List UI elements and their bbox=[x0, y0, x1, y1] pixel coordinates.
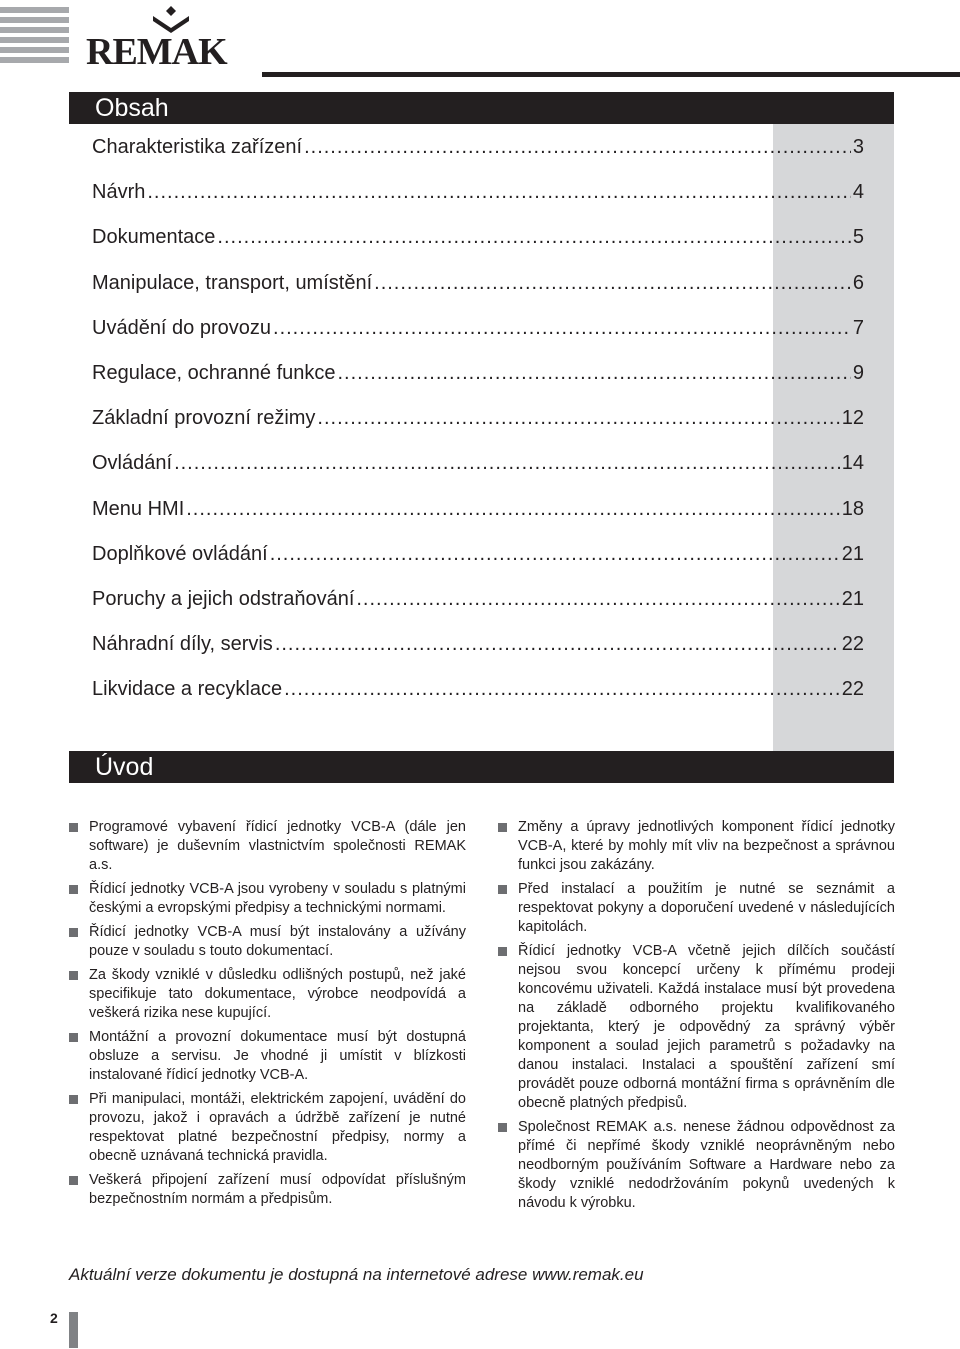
toc-entry-title: Regulace, ochranné funkce bbox=[92, 361, 336, 384]
intro-item-text: Změny a úpravy jednotlivých komponent řídicí jednotky VCB-A, které by mohly mít vliv na bezpečnost a správnou funkci jsou zakázány. bbox=[518, 819, 895, 873]
intro-list-item bbox=[69, 923, 466, 961]
intro-list-item bbox=[498, 1118, 895, 1213]
toc-entry-page: 5 bbox=[852, 226, 864, 249]
toc-entry[interactable] bbox=[92, 588, 864, 633]
toc-leader-dots bbox=[284, 678, 840, 701]
toc-entry[interactable] bbox=[92, 181, 864, 226]
toc-leader-dots bbox=[338, 362, 851, 385]
toc-entry-title: Návrh bbox=[92, 181, 146, 204]
intro-list-item bbox=[69, 818, 466, 875]
toc-entry-page: 22 bbox=[841, 633, 864, 656]
toc-entry-title: Uvádění do provozu bbox=[92, 316, 272, 339]
intro-item-text: Programové vybavení řídicí jednotky VCB-A (dále jen software) je duševním vlastnictvím společnosti REMAK a.s. bbox=[89, 819, 466, 873]
toc-entry-page: 14 bbox=[841, 452, 864, 475]
intro-list-item bbox=[69, 880, 466, 918]
square-bullet-icon bbox=[69, 928, 78, 937]
toc-entry-page: 18 bbox=[841, 497, 864, 520]
square-bullet-icon bbox=[69, 1095, 78, 1104]
intro-item-text: Při manipulaci, montáži, elektrickém zapojení, uvádění do provozu, jakož i opravách a údržbě zařízení je nutné respektovat platné bezpečnostní předpisy, normy a obecně uznávaná technická pravidla. bbox=[89, 1091, 466, 1164]
toc-entry-page: 22 bbox=[841, 678, 864, 701]
toc-leader-dots bbox=[270, 543, 840, 566]
header-stripes bbox=[0, 7, 69, 67]
toc-leader-dots bbox=[304, 136, 851, 159]
toc-leader-dots bbox=[317, 407, 839, 430]
toc-entry[interactable] bbox=[92, 136, 864, 181]
intro-list-item bbox=[69, 1171, 466, 1209]
square-bullet-icon bbox=[498, 885, 507, 894]
toc-leader-dots bbox=[275, 633, 840, 656]
toc-leader-dots bbox=[273, 317, 851, 340]
toc-entry[interactable] bbox=[92, 317, 864, 362]
toc-entry[interactable] bbox=[92, 452, 864, 497]
toc-entry-page: 4 bbox=[852, 181, 864, 204]
toc-entry-page: 9 bbox=[852, 361, 864, 384]
toc-entry-page: 12 bbox=[841, 407, 864, 430]
intro-item-text: Řídicí jednotky VCB-A včetně jejich dílčích součástí nejsou svou koncepcí určeny k přímému prodeji koncovému uživateli. Každá instalace musí být provedena na základě odborného projektu kvalifikovaného projektanta, který je odpovědný za správný výběr komponent a soulad jejich parametrů s požadavky na danou instalaci. Instalaci a spouštění zařízení smí provádět pouze odborná montážní firma s oprávněním dle obecně platných předpisů. bbox=[518, 943, 895, 1111]
header-rule bbox=[262, 72, 960, 77]
toc-entry-page: 21 bbox=[841, 587, 864, 610]
toc-entry[interactable] bbox=[92, 678, 864, 723]
square-bullet-icon bbox=[69, 885, 78, 894]
toc-entry-title: Menu HMI bbox=[92, 497, 185, 520]
toc-entry-title: Dokumentace bbox=[92, 226, 216, 249]
intro-list-item bbox=[69, 1090, 466, 1166]
toc-entry[interactable] bbox=[92, 362, 864, 407]
square-bullet-icon bbox=[498, 1123, 507, 1132]
table-of-contents bbox=[92, 136, 864, 723]
toc-entry-page: 21 bbox=[841, 542, 864, 565]
footer-note: Aktuální verze dokumentu je dostupná na internetové adrese www.remak.eu bbox=[69, 1265, 644, 1284]
square-bullet-icon bbox=[69, 1033, 78, 1042]
toc-entry-title: Charakteristika zařízení bbox=[92, 136, 303, 158]
toc-leader-dots bbox=[217, 226, 850, 249]
intro-item-text: Řídicí jednotky VCB-A musí být instalovány a užívány pouze v souladu s touto dokumentací. bbox=[89, 924, 466, 959]
intro-item-text: Řídicí jednotky VCB-A jsou vyrobeny v souladu s platnými českými a evropskými předpisy a technickými normami. bbox=[89, 881, 466, 916]
toc-entry-title: Ovládání bbox=[92, 452, 173, 475]
square-bullet-icon bbox=[498, 823, 507, 832]
toc-entry-page: 7 bbox=[852, 316, 864, 339]
intro-item-text: Společnost REMAK a.s. nenese žádnou odpovědnost za přímé či nepřímé škody vzniklé neoprávněným nebo neodborným používáním Software a Hardware nebo za škody vzniklé nedodržováním pokynů uvedených k návodu k výrobku. bbox=[518, 1119, 895, 1211]
intro-item-text: Před instalací a použitím je nutné se seznámit a respektovat pokyny a doporučení uvedené v následujících kapitolách. bbox=[518, 881, 895, 935]
toc-entry-title: Likvidace a recyklace bbox=[92, 678, 283, 701]
toc-entry-title: Doplňkové ovládání bbox=[92, 542, 268, 565]
remak-logo: REMAK bbox=[86, 31, 227, 73]
intro-item-text: Montážní a provozní dokumentace musí být dostupná obsluze a servisu. Je vhodné ji umístit v blízkosti instalované řídicí jednotky VCB-A. bbox=[89, 1029, 466, 1083]
square-bullet-icon bbox=[69, 1176, 78, 1185]
toc-leader-dots bbox=[174, 452, 840, 475]
toc-entry-title: Poruchy a jejich odstraňování bbox=[92, 587, 355, 610]
page-number: 2 bbox=[50, 1310, 58, 1326]
intro-heading: Úvod bbox=[69, 751, 894, 783]
square-bullet-icon bbox=[498, 947, 507, 956]
intro-list-item bbox=[69, 966, 466, 1023]
toc-entry[interactable] bbox=[92, 633, 864, 678]
toc-leader-dots bbox=[374, 272, 851, 295]
square-bullet-icon bbox=[69, 971, 78, 980]
intro-list-item bbox=[69, 1028, 466, 1085]
intro-list-item bbox=[498, 880, 895, 937]
toc-entry-page: 3 bbox=[852, 136, 864, 158]
toc-heading: Obsah bbox=[69, 92, 894, 124]
toc-entry[interactable] bbox=[92, 407, 864, 452]
toc-entry-page: 6 bbox=[852, 271, 864, 294]
intro-left-column bbox=[69, 818, 466, 1214]
intro-list-item bbox=[498, 942, 895, 1113]
page-marker bbox=[69, 1312, 78, 1348]
toc-leader-dots bbox=[186, 498, 840, 521]
toc-leader-dots bbox=[356, 588, 839, 611]
intro-right-column bbox=[498, 818, 895, 1218]
toc-leader-dots bbox=[147, 181, 851, 204]
intro-list-item bbox=[498, 818, 895, 875]
toc-entry-title: Základní provozní režimy bbox=[92, 407, 316, 430]
toc-entry[interactable] bbox=[92, 272, 864, 317]
toc-entry[interactable] bbox=[92, 498, 864, 543]
square-bullet-icon bbox=[69, 823, 78, 832]
intro-item-text: Veškerá připojení zařízení musí odpovídat příslušným bezpečnostním normám a předpisům. bbox=[89, 1172, 466, 1207]
toc-entry-title: Manipulace, transport, umístění bbox=[92, 271, 373, 294]
toc-entry[interactable] bbox=[92, 226, 864, 271]
intro-item-text: Za škody vzniklé v důsledku odlišných postupů, než jaké specifikuje tato dokumentace, výrobce neodpovídá a veškerá rizika nese kupující. bbox=[89, 967, 466, 1021]
toc-entry[interactable] bbox=[92, 543, 864, 588]
toc-entry-title: Náhradní díly, servis bbox=[92, 633, 273, 656]
